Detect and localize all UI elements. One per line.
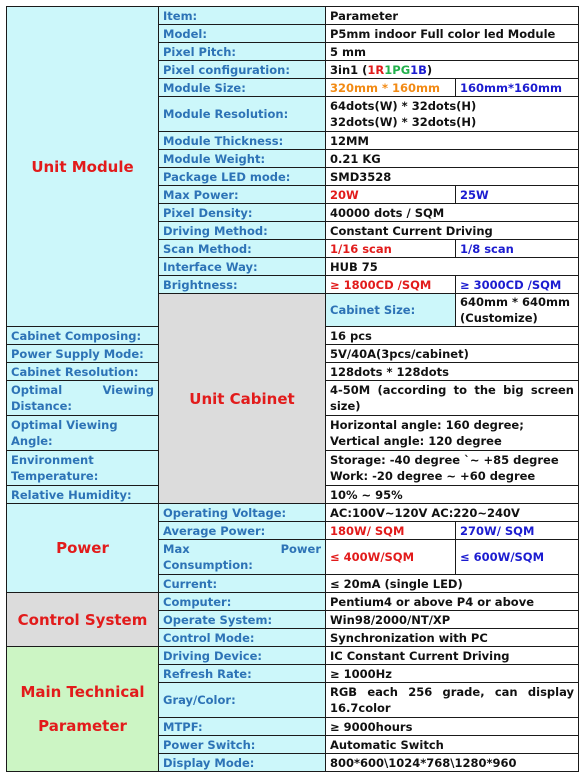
pixel-config-green: 1PG <box>384 62 411 77</box>
table-row <box>7 593 579 611</box>
value-scan-method-2: 1/8 scan <box>456 240 579 258</box>
label-module-resolution: Module Resolution: <box>159 97 326 132</box>
module-resolution-line-1: 64dots(W) * 32dots(H) <box>330 99 477 113</box>
label-optimal-viewing-angle: Optimal Viewing Angle: <box>7 416 159 451</box>
label-relative-humidity: Relative Humidity: <box>7 486 159 504</box>
value-module-thickness: 12MM <box>326 132 579 150</box>
environment-temperature-line-2: Work: -20 degree ~ +60 degree <box>330 469 536 483</box>
value-computer: Pentium4 or above P4 or above <box>326 593 579 611</box>
label-control-mode: Control Mode: <box>159 629 326 647</box>
main-technical-line-1: Main Technical <box>20 683 145 701</box>
value-current: ≤ 20mA (single LED) <box>326 575 579 593</box>
value-mtpf: ≥ 9000hours <box>326 718 579 736</box>
value-max-power-consumption-2: ≤ 600W/SQM <box>456 540 579 575</box>
value-optimal-viewing-angle <box>326 416 579 451</box>
label-operate-system: Operate System: <box>159 611 326 629</box>
value-scan-method-1: 1/16 scan <box>326 240 456 258</box>
value-pixel-config <box>326 61 579 79</box>
label-gray-color: Gray/Color: <box>159 683 326 718</box>
value-model: P5mm indoor Full color led Module <box>326 25 579 43</box>
section-power: Power <box>7 504 159 593</box>
optimal-viewing-distance-line-2: size) <box>330 399 361 413</box>
value-operating-voltage: AC:100V~120V AC:220~240V <box>326 504 579 522</box>
value-pixel-pitch: 5 mm <box>326 43 579 61</box>
value-average-power-1: 180W/ SQM <box>326 522 456 540</box>
value-module-size-1: 320mm * 160mm <box>326 79 456 97</box>
pixel-config-prefix: 3in1 ( <box>330 62 368 77</box>
value-environment-temperature <box>326 451 579 486</box>
value-average-power-2: 270W/ SQM <box>456 522 579 540</box>
label-mtpf: MTPF: <box>159 718 326 736</box>
value-package-led: SMD3528 <box>326 168 579 186</box>
spec-table <box>6 6 579 772</box>
label-module-weight: Module Weight: <box>159 150 326 168</box>
label-brightness: Brightness: <box>159 276 326 294</box>
optimal-viewing-angle-line-2: Vertical angle: 120 degree <box>330 434 502 448</box>
label-power-supply-mode: Power Supply Mode: <box>7 345 159 363</box>
label-interface-way: Interface Way: <box>159 258 326 276</box>
label-computer: Computer: <box>159 593 326 611</box>
value-gray-color <box>326 683 579 718</box>
label-package-led: Package LED mode: <box>159 168 326 186</box>
value-control-mode: Synchronization with PC <box>326 629 579 647</box>
label-max-power: Max Power: <box>159 186 326 204</box>
table-row <box>7 7 579 25</box>
value-optimal-viewing-distance <box>326 381 579 416</box>
label-module-size: Module Size: <box>159 79 326 97</box>
label-driving-device: Driving Device: <box>159 647 326 665</box>
optimal-viewing-distance-line-1: 4-50M (according to the big screen <box>330 383 574 397</box>
label-driving-method: Driving Method: <box>159 222 326 240</box>
value-operate-system: Win98/2000/NT/XP <box>326 611 579 629</box>
value-refresh-rate: ≥ 1000Hz <box>326 665 579 683</box>
value-driving-method: Constant Current Driving <box>326 222 579 240</box>
value-power-supply-mode: 5V/40A(3pcs/cabinet) <box>326 345 579 363</box>
environment-temperature-label-2: Temperature: <box>11 469 99 483</box>
value-module-size-2: 160mm*160mm <box>456 79 579 97</box>
table-row <box>7 504 579 522</box>
section-main-technical-parameter <box>7 647 159 772</box>
value-pixel-density: 40000 dots / SQM <box>326 204 579 222</box>
label-operating-voltage: Operating Voltage: <box>159 504 326 522</box>
value-max-power-2: 25W <box>456 186 579 204</box>
value-display-mode: 800*600\1024*768\1280*960 <box>326 754 579 772</box>
value-max-power-consumption-1: ≤ 400W/SQM <box>326 540 456 575</box>
label-module-thickness: Module Thickness: <box>159 132 326 150</box>
value-item: Parameter <box>326 7 579 25</box>
label-scan-method: Scan Method: <box>159 240 326 258</box>
value-cabinet-resolution: 128dots * 128dots <box>326 363 579 381</box>
optimal-viewing-distance-label-2: Distance: <box>11 399 72 413</box>
label-display-mode: Display Mode: <box>159 754 326 772</box>
table-row <box>7 647 579 665</box>
value-cabinet-composing: 16 pcs <box>326 327 579 345</box>
gray-color-line-2: 16.7color <box>330 701 391 715</box>
value-power-switch: Automatic Switch <box>326 736 579 754</box>
label-item: Item: <box>159 7 326 25</box>
section-control-system: Control System <box>7 593 159 647</box>
pixel-config-red: 1R <box>367 62 385 77</box>
optimal-viewing-angle-line-1: Horizontal angle: 160 degree; <box>330 418 524 432</box>
environment-temperature-line-1: Storage: -40 degree `~ +85 degree <box>330 453 559 467</box>
value-brightness-1: ≥ 1800CD /SQM <box>326 276 456 294</box>
pixel-config-blue: 1B <box>410 62 427 77</box>
main-technical-line-2: Parameter <box>38 717 127 735</box>
label-pixel-config: Pixel configuration: <box>159 61 326 79</box>
label-cabinet-resolution: Cabinet Resolution: <box>7 363 159 381</box>
section-unit-module: Unit Module <box>7 7 159 327</box>
value-relative-humidity: 10% ~ 95% <box>326 486 579 504</box>
label-refresh-rate: Refresh Rate: <box>159 665 326 683</box>
value-interface-way: HUB 75 <box>326 258 579 276</box>
label-average-power: Average Power: <box>159 522 326 540</box>
pixel-config-suffix: ) <box>426 62 433 77</box>
max-power-consumption-label-1: Max Power <box>163 542 321 556</box>
label-cabinet-composing: Cabinet Composing: <box>7 327 159 345</box>
value-brightness-2: ≥ 3000CD /SQM <box>456 276 579 294</box>
environment-temperature-label-1: Environment <box>11 453 94 467</box>
value-module-resolution <box>326 97 579 132</box>
value-cabinet-size: 640mm * 640mm (Customize) <box>456 294 579 327</box>
section-unit-cabinet: Unit Cabinet <box>159 294 326 504</box>
optimal-viewing-distance-label-1: Optimal Viewing <box>11 383 154 397</box>
label-pixel-pitch: Pixel Pitch: <box>159 43 326 61</box>
label-model: Model: <box>159 25 326 43</box>
value-module-weight: 0.21 KG <box>326 150 579 168</box>
value-driving-device: IC Constant Current Driving <box>326 647 579 665</box>
label-power-switch: Power Switch: <box>159 736 326 754</box>
label-optimal-viewing-distance <box>7 381 159 416</box>
module-resolution-line-2: 32dots(W) * 32dots(H) <box>330 115 477 129</box>
label-pixel-density: Pixel Density: <box>159 204 326 222</box>
gray-color-line-1: RGB each 256 grade, can display <box>330 685 574 699</box>
label-cabinet-size: Cabinet Size: <box>326 294 456 327</box>
label-max-power-consumption <box>159 540 326 575</box>
value-max-power-1: 20W <box>326 186 456 204</box>
label-environment-temperature <box>7 451 159 486</box>
label-current: Current: <box>159 575 326 593</box>
max-power-consumption-label-2: Consumption: <box>163 558 253 572</box>
